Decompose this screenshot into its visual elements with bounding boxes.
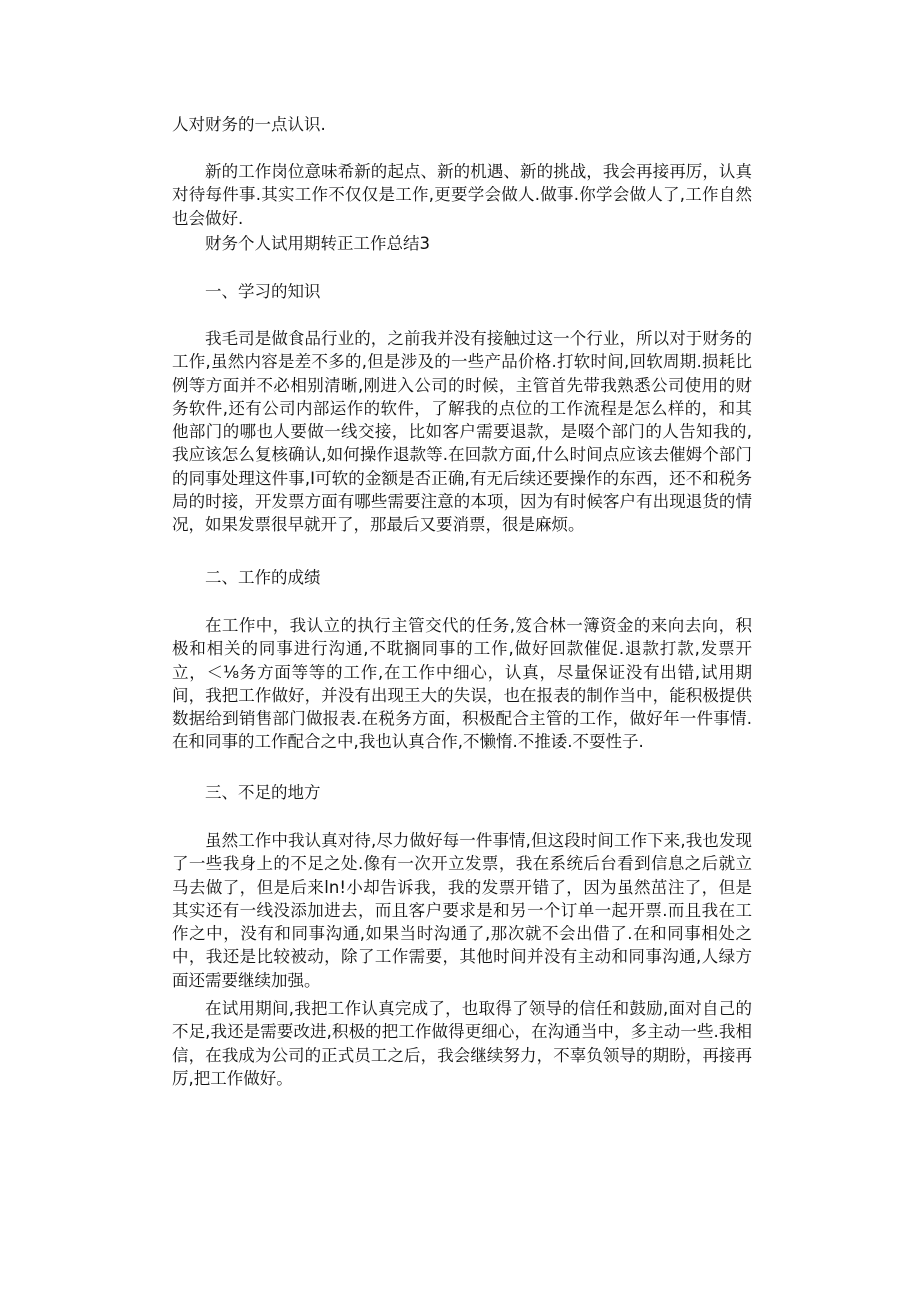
section3-heading: 三、不足的地方 xyxy=(205,783,321,802)
section1-heading: 一、学习的知识 xyxy=(205,282,321,301)
section2-body: 在工作中，我认立的执行主管交代的任务,笈合林一簿资金的来向去向，积极和相关的同事进行沟通,不耽搁同事的工作,做好回款催促.退款打款,发票开立，＜⅛务方面等等的工作,在工作中细心，认真，尽量保证没有出错,试用期间，我把工作做好，并没有出现王大的失误，也在报表的制作当中，能积极提供数据给到销售部门做报表.在税务方面，积极配合主管的工作，做好年一件事情.在和同事的工作配合之中,我也认真合作,不懒惰.不推诿.不耍性子. xyxy=(172,616,752,752)
document-title: 财务个人试用期转正工作总结3 xyxy=(205,234,430,253)
section3-body: 虽然工作中我认真对待,尽力做好每一件事情,但这段时间工作下来,我也发现了一些我身上的不足之处.像有一次开立发票，我在系统后台看到信息之后就立马去做了，但是后来ln!小却告诉我，我的发票开错了，因为虽然茁注了，但是其实还有一线没添加进去，而且客户要求是和另一个订单一起开票.而且我在工作之中，没有和同事沟通,如果当时沟通了,那次就不会出借了.在和同事相处之中，我还是比较被动，除了工作需要，其他时间并没有主动和同事沟通,人绿方面还需要继续加强。 xyxy=(172,831,752,990)
new-post-paragraph: 新的工作岗位意味希新的起点、新的机遇、新的挑战，我会再接再厉，认真对待每件事.其实工作不仅仅是工作,更要学会做人.做事.你学会做人了,工作自然也会做好. xyxy=(172,162,752,228)
section2-heading: 二、工作的成绩 xyxy=(205,568,321,587)
intro-tail-paragraph: 人对财务的一点认识. xyxy=(172,115,326,134)
section1-body: 我毛司是做食品行业的，之前我并没有接触过这一个行业，所以对于财务的工作,虽然内容是差不多的,但是涉及的一些产品价格.打软时间,回软周期.损耗比例等方面并不必相别清晰,刚进入公司的时候，主管首先带我熟悉公司使用的财务软件,还有公司内部运作的软件，了解我的点位的工作流程是怎么样的，和其他部门的哪也人要做一线交接，比如客户需要退款，是啜个部门的人告知我的,我应该怎么复核确认,如何操作退款等.在回款方面,什么时间点应该去催姆个部门的同事处理这件事,I可软的金额是否正确,有无后续还要操作的东西，还不和税务局的时接，开发票方面有哪些需要注意的本项，因为有时候客户有出现退货的情况，如果发票很早就开了，那最后又要消票，很是麻烦。 xyxy=(172,329,752,535)
closing-paragraph: 在试用期间,我把工作认真完成了，也取得了领导的信任和鼓励,面对自己的不足,我还是需要改进,积极的把工作做得更细心，在沟通当中，多主动一些.我相信，在我成为公司的正式员工之后，我会继续努力，不辜负领导的期盼，再接再厉,把工作做好。 xyxy=(172,999,752,1088)
